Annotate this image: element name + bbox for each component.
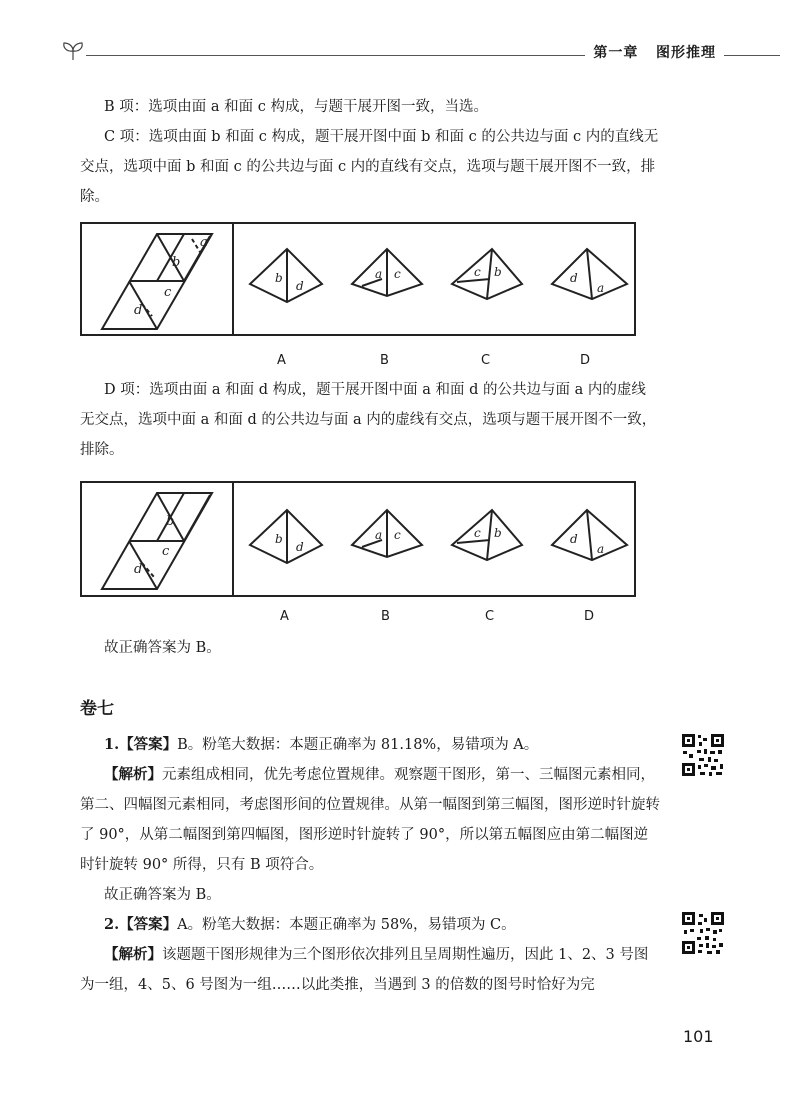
page-number: 101 <box>683 1027 714 1046</box>
net-1-face-b: b <box>172 255 181 270</box>
qr-code-1[interactable] <box>680 732 726 778</box>
chapter-title <box>585 42 724 62</box>
fig2-option-a-face-1: b <box>275 532 283 546</box>
q1-answer <box>80 730 660 760</box>
fig1-option-b-face-2: c <box>394 267 401 281</box>
net-1-face-c: c <box>164 285 172 300</box>
fig1-option-b-face-1: a <box>375 267 383 281</box>
fig1-option-d-pyramid <box>552 249 627 299</box>
option-c-text: C 项：选项由面 b 和面 c 构成，题干展开图中面 b 和面 c 的公共边与面 c 内的直线无交点，选项中面 b 和面 c 的公共边与面 c 内的直线有交点，选项与题干展开图不一致，排除。 <box>80 129 659 205</box>
figure-1-drawing <box>82 224 638 338</box>
net-1-face-a: a <box>200 235 208 250</box>
fig2-option-b-face-2: c <box>394 528 401 542</box>
option-d-text: D 项：选项由面 a 和面 d 构成，题干展开图中面 a 和面 d 的公共边与面 a 内的虚线无交点，选项中面 a 和面 d 的公共边与面 a 内的虚线有交点，选项与题干展开图不一致，排除。 <box>80 382 657 458</box>
net-2-face-c: c <box>162 544 170 559</box>
q1-analysis <box>80 760 660 880</box>
fig2-option-d-face-1: d <box>570 532 578 546</box>
fig2-label-d: D <box>584 609 595 624</box>
chapter-name: 图形推理 <box>656 45 716 61</box>
fig1-option-c-pyramid <box>452 249 522 299</box>
q1-final: 故正确答案为 B。 <box>104 887 221 903</box>
fig1-option-a-pyramid <box>250 249 322 302</box>
q1-analysis-tag: 【解析】 <box>104 766 162 783</box>
q1-analysis-text: 元素组成相同，优先考虑位置规律。观察题干图形，第一、三幅图元素相同，第二、四幅图元素相同，考虑图形间的位置规律。从第一幅图到第三幅图，图形逆时针旋转了 90°，从第二幅图到第四幅图，图形逆时针旋转了 90°，所以第五幅图应由第二幅图逆时针旋转 90° 所得，只有 B 项符合。 <box>80 767 660 873</box>
net-2-face-b: b <box>166 514 175 529</box>
net-1 <box>102 234 212 329</box>
fig1-option-b-pyramid <box>352 249 422 296</box>
q2-answer-text: A。粉笔大数据：本题正确率为 58%，易错项为 C。 <box>177 917 516 933</box>
figure-2-drawing <box>82 483 638 599</box>
fig1-option-d-face-2: a <box>597 281 605 295</box>
net-1-face-d: d <box>134 303 143 318</box>
answer-line-1: 故正确答案为 B。 <box>104 640 221 656</box>
qr-code-icon <box>680 910 726 956</box>
fig2-option-b-face-1: a <box>375 528 383 542</box>
fig2-option-b-pyramid <box>352 510 422 557</box>
q2-analysis-text: 该题题干图形规律为三个图形依次排列且呈周期性遍历，因此 1、2、3 号图为一组，4、5、6 号图为一组……以此类推，当遇到 3 的倍数的图号时恰好为完 <box>80 947 649 993</box>
q1-answer-text: B。粉笔大数据：本题正确率为 81.18%，易错项为 A。 <box>177 737 539 753</box>
fig2-label-c: C <box>485 609 495 624</box>
fig2-option-d-pyramid <box>552 510 627 560</box>
fig1-label-c: C <box>481 353 491 368</box>
qr-code-2[interactable] <box>680 910 726 956</box>
fig2-option-c-face-2: b <box>494 526 502 540</box>
running-header <box>60 40 780 64</box>
fig1-option-a-face-1: b <box>275 271 283 285</box>
q2-answer-tag: 2.【答案】 <box>104 916 178 933</box>
fig1-option-d-face-1: d <box>570 271 578 285</box>
fig1-label-b: B <box>380 353 389 368</box>
fig1-label-d: D <box>580 353 591 368</box>
header-rule-end <box>730 55 780 56</box>
section-heading: 卷七 <box>80 699 114 719</box>
q2-analysis <box>80 940 660 1000</box>
figure-1 <box>80 222 636 336</box>
chapter-number: 第一章 <box>593 45 639 61</box>
fig2-option-a-face-2: d <box>296 540 304 554</box>
net-2-face-d: d <box>134 562 143 577</box>
qr-code-icon <box>680 732 726 778</box>
fig2-option-a-pyramid <box>250 510 322 563</box>
fig1-option-a-face-2: d <box>296 279 304 293</box>
net-2 <box>102 493 212 589</box>
fig2-label-b: B <box>381 609 390 624</box>
fig2-label-a: A <box>280 609 289 624</box>
q2-answer <box>80 910 660 940</box>
q1-answer-tag: 1.【答案】 <box>104 736 178 753</box>
option-b-text: B 项：选项由面 a 和面 c 构成，与题干展开图一致，当选。 <box>104 99 488 115</box>
leaf-icon <box>60 40 86 62</box>
figure-2 <box>80 481 636 597</box>
fig2-option-c-face-1: c <box>474 526 481 540</box>
fig1-label-a: A <box>277 353 286 368</box>
q2-analysis-tag: 【解析】 <box>104 946 162 963</box>
fig1-option-c-face-2: b <box>494 265 502 279</box>
fig2-option-c-pyramid <box>452 510 522 560</box>
fig2-option-d-face-2: a <box>597 542 605 556</box>
fig1-option-c-face-1: c <box>474 265 481 279</box>
